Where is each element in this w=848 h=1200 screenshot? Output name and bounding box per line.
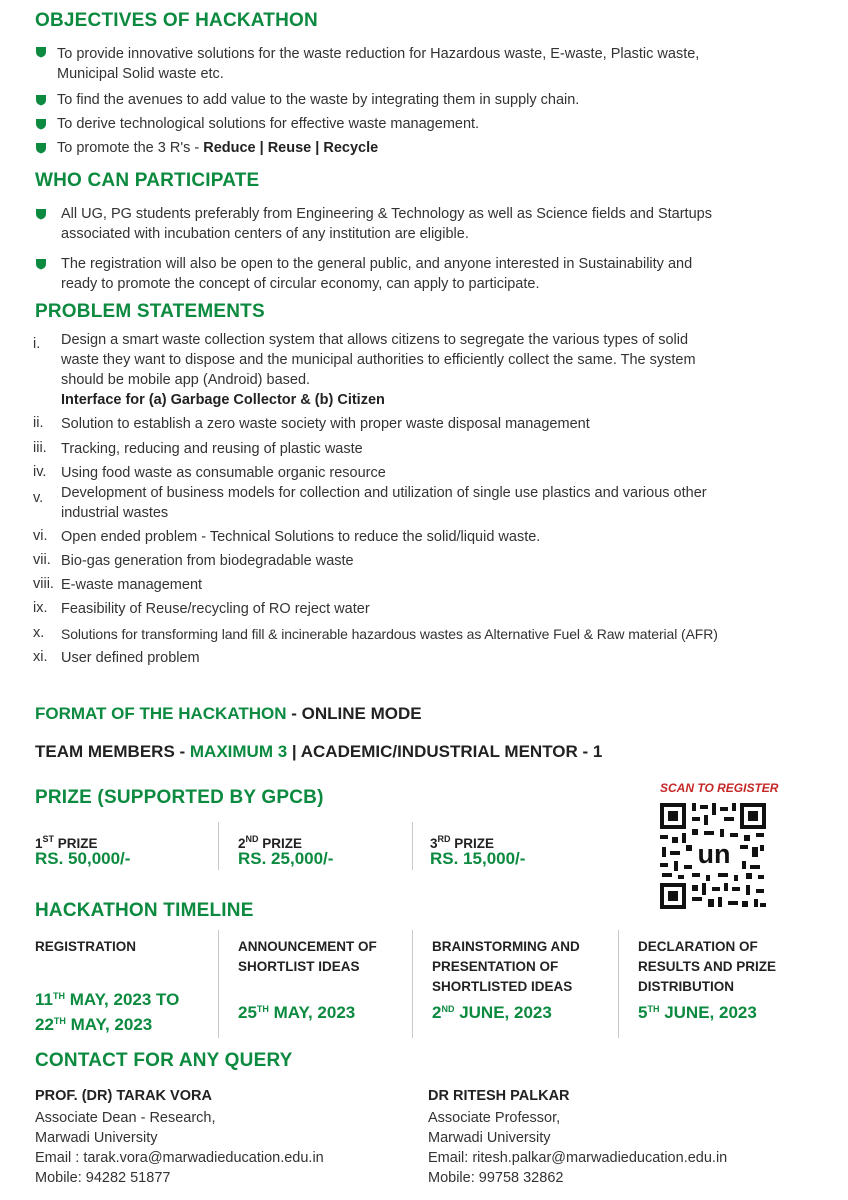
qr-caption: SCAN TO REGISTER	[660, 781, 779, 795]
prize-2-amount: RS. 25,000/-	[238, 849, 334, 868]
numeral-xi: xi.	[33, 649, 48, 665]
problem-1-line-3: should be mobile app (Android) based.	[61, 372, 311, 388]
timeline-results-date: 5TH JUNE, 2023	[638, 1003, 757, 1022]
objective-1-line-1: To provide innovative solutions for the waste reduction for Hazardous waste, E-waste, Plastic waste,	[57, 46, 700, 62]
timeline-results-title-1: DECLARATION OF	[638, 939, 758, 954]
problem-4: Using food waste as consumable organic resource	[61, 465, 386, 481]
prize-3-label: 3RD PRIZE	[430, 834, 495, 851]
contact-1-role: Associate Dean - Research,	[35, 1110, 216, 1126]
contact-1-org: Marwadi University	[35, 1130, 158, 1146]
numeral-ix: ix.	[33, 600, 48, 616]
problem-10: Solutions for transforming land fill & incinerable hazardous wastes as Alternative Fuel & Raw material (AFR)	[61, 626, 718, 642]
shield-bullet-icon	[35, 258, 47, 270]
numeral-ii: ii.	[33, 415, 44, 431]
prize-3-amount: RS. 15,000/-	[430, 849, 526, 868]
timeline-brainstorm-title-3: SHORTLISTED IDEAS	[432, 979, 573, 994]
shield-bullet-icon	[35, 118, 47, 130]
problem-3: Tracking, reducing and reusing of plastic waste	[61, 441, 363, 457]
participate-1-line-1: All UG, PG students preferably from Engineering & Technology as well as Science fields and Startups	[61, 206, 712, 222]
numeral-i: i.	[33, 336, 41, 352]
problem-1-interface: Interface for (a) Garbage Collector & (b) Citizen	[61, 392, 385, 408]
contact-1-mobile[interactable]: Mobile: 94282 51877	[35, 1170, 171, 1186]
objective-1-line-2: Municipal Solid waste etc.	[57, 66, 224, 82]
team-max: MAXIMUM 3	[189, 742, 288, 761]
prize-heading: PRIZE (SUPPORTED BY GPCB)	[35, 787, 324, 808]
contact-heading: CONTACT FOR ANY QUERY	[35, 1050, 293, 1071]
timeline-heading: HACKATHON TIMELINE	[35, 900, 254, 921]
numeral-vi: vi.	[33, 528, 48, 544]
numeral-viii: viii.	[33, 576, 54, 592]
problem-7: Bio-gas generation from biodegradable waste	[61, 553, 354, 569]
timeline-brainstorm-title-1: BRAINSTORMING AND	[432, 939, 580, 954]
contact-2-role: Associate Professor,	[428, 1110, 561, 1126]
problems-heading: PROBLEM STATEMENTS	[35, 301, 265, 322]
participate-2-line-1: The registration will also be open to the general public, and anyone interested in Sustainability and	[61, 256, 693, 272]
timeline-results-title-3: DISTRIBUTION	[638, 979, 734, 994]
problem-2: Solution to establish a zero waste society with proper waste disposal management	[61, 416, 590, 432]
shield-bullet-icon	[35, 208, 47, 220]
timeline-registration-title: REGISTRATION	[35, 939, 136, 954]
problem-8: E-waste management	[61, 577, 203, 593]
problem-9: Feasibility of Reuse/recycling of RO reject water	[61, 601, 370, 617]
objective-2: To find the avenues to add value to the waste by integrating them in supply chain.	[57, 92, 580, 108]
participate-2-line-2: ready to promote the concept of circular economy, can apply to participate.	[61, 276, 540, 292]
contact-2-name: DR RITESH PALKAR	[428, 1088, 570, 1104]
format-line	[35, 704, 422, 724]
contact-2-email[interactable]: Email: ritesh.palkar@marwadieducation.edu.in	[428, 1150, 728, 1166]
prize-1-label: 1ST PRIZE	[35, 834, 98, 851]
timeline-announcement-title-2: SHORTLIST IDEAS	[238, 959, 360, 974]
shield-bullet-icon	[35, 94, 47, 106]
prize-divider	[218, 822, 219, 870]
timeline-divider	[618, 930, 619, 1038]
problem-5-line-2: industrial wastes	[61, 505, 169, 521]
timeline-announcement-date: 25TH MAY, 2023	[238, 1003, 356, 1022]
objective-3: To derive technological solutions for effective waste management.	[57, 116, 480, 132]
timeline-divider	[218, 930, 219, 1038]
prize-1-amount: RS. 50,000/-	[35, 849, 131, 868]
timeline-announcement-title-1: ANNOUNCEMENT OF	[238, 939, 377, 954]
timeline-brainstorm-title-2: PRESENTATION OF	[432, 959, 559, 974]
numeral-iv: iv.	[33, 464, 47, 480]
objective-4: To promote the 3 R's - Reduce | Reuse | Recycle	[57, 140, 379, 156]
numeral-iii: iii.	[33, 440, 47, 456]
problem-6: Open ended problem - Technical Solutions to reduce the solid/liquid waste.	[61, 529, 541, 545]
prize-2-label: 2ND PRIZE	[238, 834, 303, 851]
participate-1-line-2: associated with incubation centers of any institution are eligible.	[61, 226, 469, 242]
format-value: - ONLINE MODE	[286, 704, 422, 723]
numeral-v: v.	[33, 490, 44, 506]
contact-2-org: Marwadi University	[428, 1130, 551, 1146]
three-rs: Reduce | Reuse | Recycle	[203, 140, 379, 156]
contact-1-name: PROF. (DR) TARAK VORA	[35, 1088, 212, 1104]
numeral-vii: vii.	[33, 552, 51, 568]
problem-1-line-1: Design a smart waste collection system that allows citizens to segregate the various types of solid	[61, 332, 689, 348]
team-line: TEAM MEMBERS - MAXIMUM 3 | ACADEMIC/INDUSTRIAL MENTOR - 1	[35, 742, 603, 761]
numeral-x: x.	[33, 625, 45, 641]
qr-center-logo: un	[697, 839, 731, 869]
contact-1-email[interactable]: Email : tarak.vora@marwadieducation.edu.in	[35, 1150, 324, 1166]
timeline-brainstorm-date: 2ND JUNE, 2023	[432, 1003, 552, 1022]
timeline-results-title-2: RESULTS AND PRIZE	[638, 959, 777, 974]
problem-11: User defined problem	[61, 650, 200, 666]
registration-qr-code[interactable]	[658, 801, 768, 911]
timeline-registration-start: 11TH MAY, 2023 TO	[35, 990, 180, 1009]
participate-heading: WHO CAN PARTICIPATE	[35, 170, 260, 191]
shield-bullet-icon	[35, 46, 47, 58]
contact-2-mobile[interactable]: Mobile: 99758 32862	[428, 1170, 564, 1186]
timeline-registration-end: 22TH MAY, 2023	[35, 1015, 153, 1034]
shield-bullet-icon	[35, 142, 47, 154]
problem-1-line-2: waste they want to dispose and the municipal authorities to efficiently collect the same. The system	[61, 352, 696, 368]
prize-divider	[412, 822, 413, 870]
problem-5-line-1: Development of business models for collection and utilization of single use plastics and various other	[61, 485, 707, 501]
format-label: FORMAT OF THE HACKATHON	[35, 704, 287, 723]
timeline-divider	[412, 930, 413, 1038]
objectives-heading: OBJECTIVES OF HACKATHON	[35, 10, 318, 31]
mentor-count: - 1	[582, 742, 603, 761]
